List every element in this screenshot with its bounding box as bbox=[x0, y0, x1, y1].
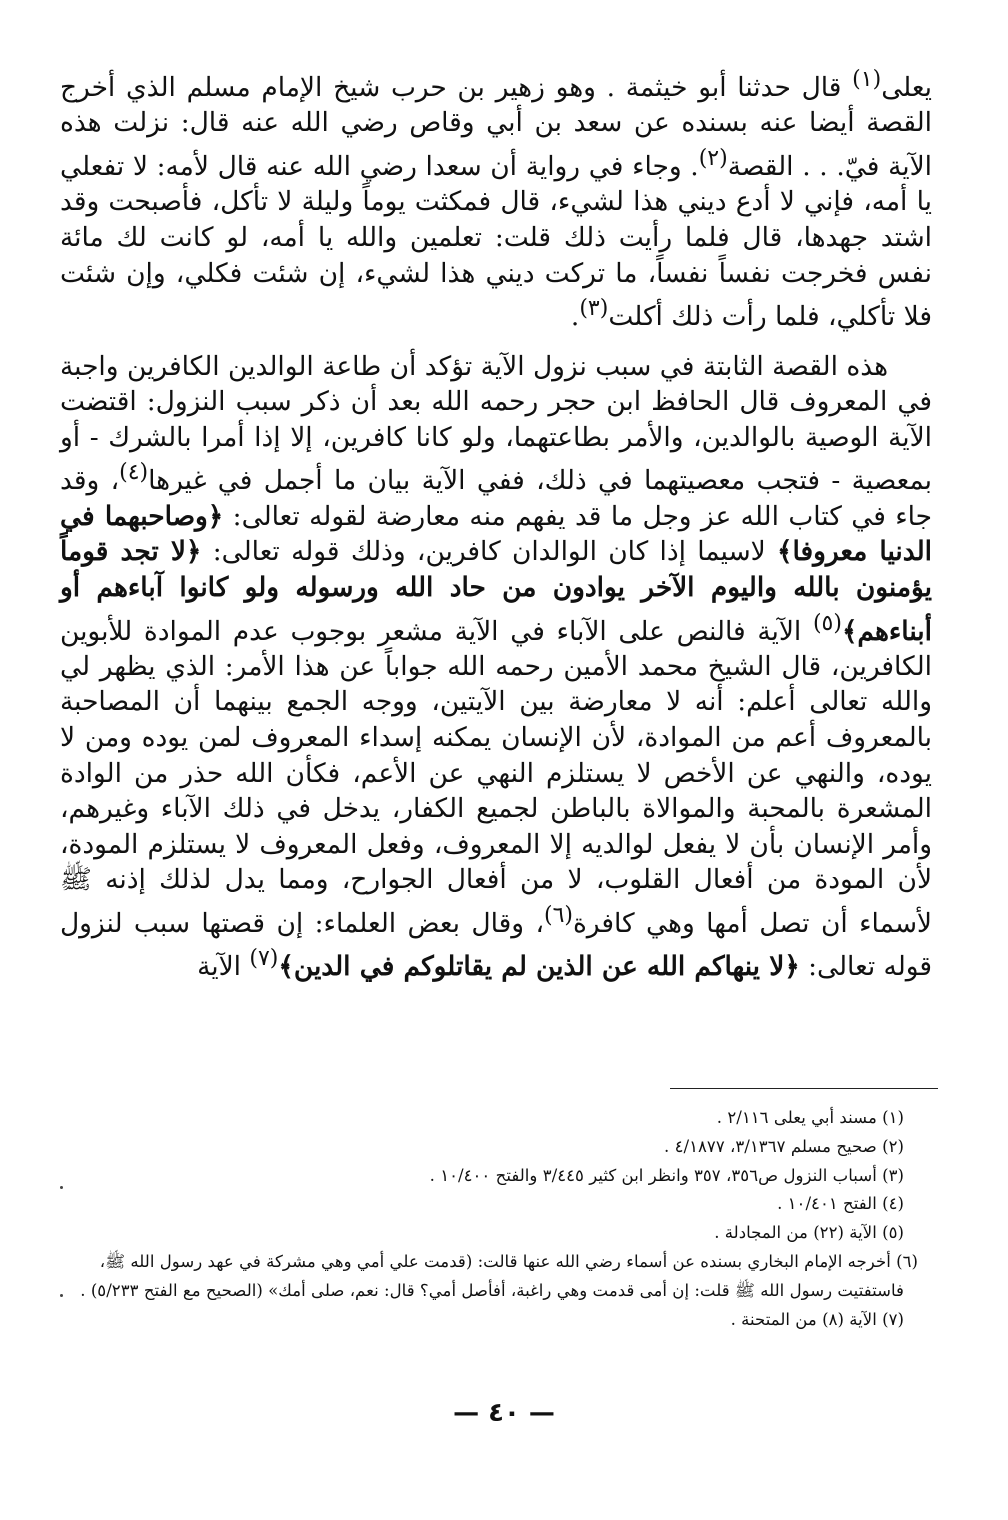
footnote-marker: (١) bbox=[852, 67, 882, 92]
text-run: هذه القصة الثابتة في سبب نزول الآية تؤكد أن طاعة الوالدين الكافرين واجبة في المعروف قال الحافظ ابن حجر رحمه الله بعد أن ذكر سبب النزول: اقتضت الآية الوصية بالوالدين، والأمر بطاعتهما، ولو كانا كافرين، إلا إذا أمرا بالشرك - أو بمعصية - فتجب معصيتهما في ذلك، ففي الآية بيان ما أجمل في غيرها bbox=[60, 350, 933, 497]
quran-quote: ﴿لا تجد قوماً يؤمنون بالله واليوم الآخر يوادون من حاد الله ورسوله ولو كانوا آباءهم أو أبناءهم﴾ bbox=[60, 536, 932, 647]
footnote-marker: (٤) bbox=[119, 460, 149, 486]
footnote: (٤) الفتح ١٠/٤٠١ . bbox=[777, 1194, 904, 1214]
footnote: (٣) أسباب النزول ص٣٥٦، ٣٥٧ وانظر ابن كثير ٣/٤٤٥ والفتح ١٠/٤٠٠ . bbox=[429, 1165, 904, 1185]
quran-quote: ﴿وصاحبهما في الدنيا معروفا﴾ bbox=[60, 500, 932, 568]
footnote-marker: (٦) bbox=[543, 903, 573, 929]
footnote: (٦) أخرجه الإمام البخاري بسنده عن أسماء رضي الله عنها قالت: (قدمت علي أمي وهي مشركة في عهد رسول الله ﷺ، فاستفتيت رسول الله ﷺ قلت: إن أمى قدمت وهي راغبة، أفأصل أمي؟ قال: نعم، صلى أمك» (الصحيح مع الفتح ٥/٢٣٣) . bbox=[80, 1251, 918, 1300]
footnotes bbox=[60, 1104, 918, 1334]
footnote-divider bbox=[670, 1088, 938, 1089]
footnote: (١) مسند أبي يعلى ٢/١١٦ . bbox=[716, 1108, 904, 1127]
text-run: قال حدثنا أبو خيثمة . وهو زهير بن حرب شيخ الإمام مسلم الذي أخرج القصة أيضا عنه بسنده عن سعد بن أبي وقاص رضي الله عنه قال: نزلت هذه الآية فيّ. . . القصة bbox=[60, 71, 932, 182]
text-run: ، وقد جاء في كتاب الله عز وجل ما قد يفهم منه معارضة لقوله تعالى: bbox=[60, 465, 932, 532]
text-run: ، وقال بعض العلماء: إن قصتها سبب لنزول قوله تعالى: bbox=[60, 907, 932, 983]
scan-speck bbox=[60, 1294, 63, 1297]
text-run: . bbox=[570, 300, 580, 332]
text-run: الآية فالنص على الآباء في الآية مشعر بوجوب عدم الموادة للأبوين الكافرين، قال الشيخ محمد الأمين رحمه الله جواباً عن هذا الأمر: الذي يظهر لي والله تعالى أعلم: أنه لا معارضة بين الآيتين، ووجه الجمع بينهما أن المصاحبة بالمعروف أعم من الموادة، لأن الإنسان يمكنه إسداء المعروف لمن يوده ومن لا يوده، والنهي عن الأخص لا يستلزم النهي عن الأعم، فكأن الله حذر من الوادة المشعرة بالمحبة والموالاة بالباطن لجميع الكفار، يدخل في ذلك الآباء وغيرهم، وأمر الإنسان بأن لا يفعل لوالديه إلا المعروف، وفعل المعروف لا يستلزم المودة، لأن المودة من أفعال القلوب، لا من أفعال الجوارح، ومما يدل لذلك إذنه ﷺ لأسماء أن تصل أمها وهي كافرة bbox=[60, 615, 932, 939]
footnote-marker: (٢) bbox=[698, 145, 728, 171]
paragraph-1 bbox=[60, 62, 932, 335]
text-run: يعلى bbox=[881, 71, 932, 103]
footnote-marker: (٧) bbox=[249, 946, 279, 972]
footnote: (٧) الآية (٨) من المتحنة . bbox=[730, 1309, 904, 1329]
quran-quote: ﴿لا ينهاكم الله عن الذين لم يقاتلوكم في الدين﴾ bbox=[278, 951, 800, 983]
main-text bbox=[60, 62, 932, 985]
footnote-marker: (٥) bbox=[812, 610, 842, 636]
text-run: لاسيما إذا كان الوالدان كافرين، وذلك قوله تعالى: bbox=[201, 536, 777, 568]
footnote-marker: (٣) bbox=[579, 296, 609, 322]
footnote: (٥) الآية (٢٢) من المجادلة . bbox=[714, 1223, 904, 1243]
text-run: الآية bbox=[197, 951, 250, 983]
scan-speck bbox=[60, 1186, 63, 1189]
page-number: — ٤٠ — bbox=[453, 1398, 555, 1428]
footnote: (٢) صحيح مسلم ٣/١٣٦٧، ٤/١٨٧٧ . bbox=[664, 1136, 904, 1156]
text-run: . وجاء في رواية أن سعدا رضي الله عنه قال لأمه: لا تفعلي يا أمه، فإني لا أدع ديني هذا لشيء، قال فمكثت يوماً وليلة لا تأكل، فأصبحت وقد اشتد جهدها، قال فلما رأيت ذلك قلت: تعلمين والله يا أمه، لو كانت لك مائة نفس فخرجت نفساً نفساً، ما تركت ديني هذا لشيء، إن شئت فكلي، وإن شئت فلا تأكلي، فلما رأت ذلك أكلت bbox=[60, 150, 932, 332]
paragraph-2 bbox=[60, 349, 932, 985]
